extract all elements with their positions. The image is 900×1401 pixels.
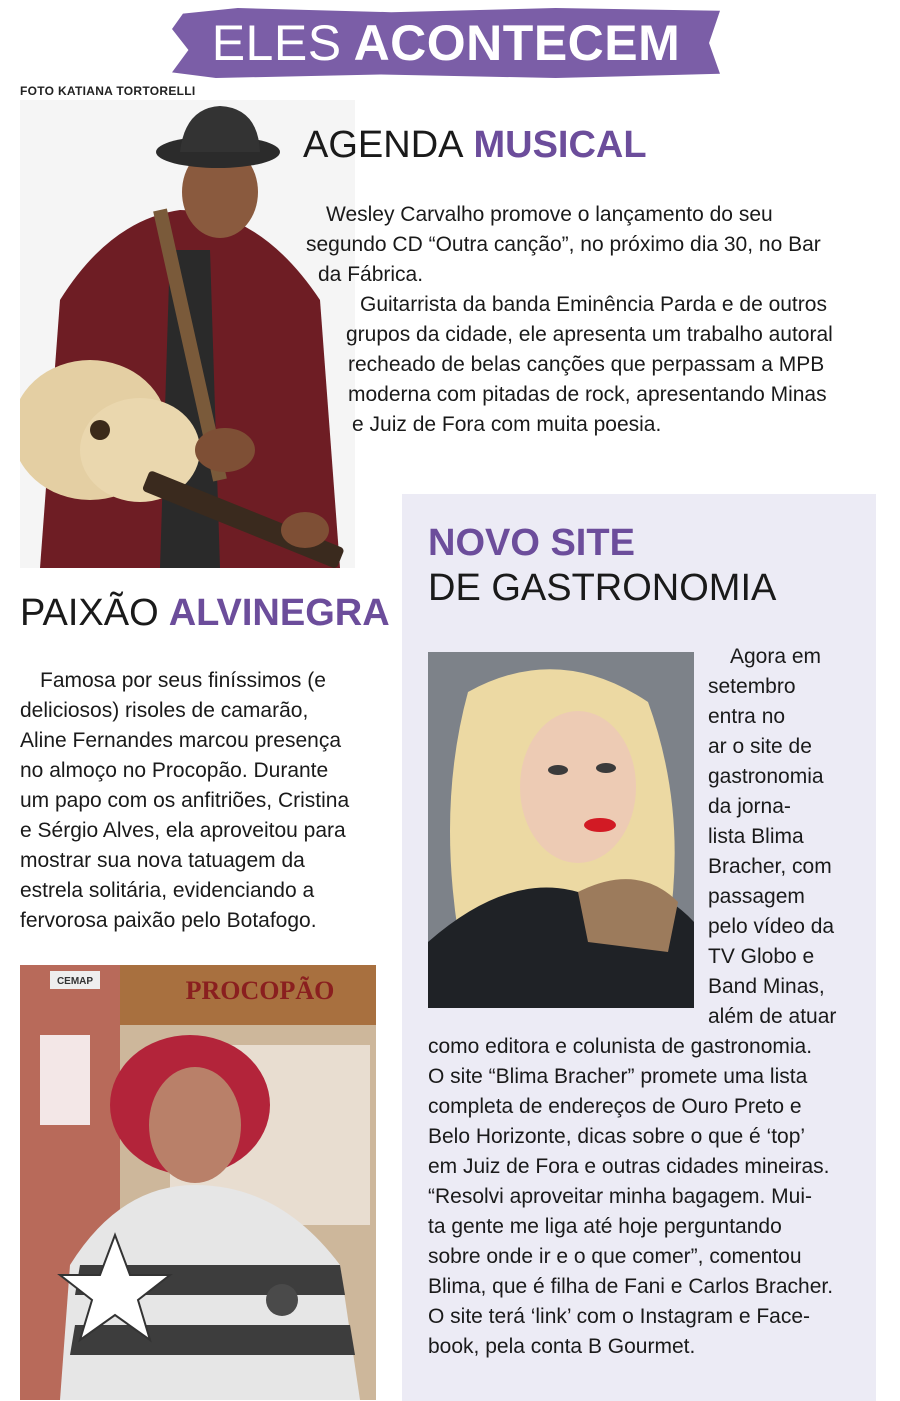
- gastronomia-side-line: da jorna-: [708, 795, 791, 818]
- gastronomia-line: como editora e colunista de gastronomia.: [428, 1035, 813, 1058]
- paixao-line: estrela solitária, evidenciando a: [20, 879, 315, 902]
- page-title-bold: ACONTECEM: [353, 15, 681, 71]
- paixao-heading-light: PAIXÃO: [20, 592, 159, 634]
- gastronomia-side-line: setembro: [708, 675, 796, 698]
- gastronomia-line: sobre onde ir e o que comer”, comentou: [428, 1245, 802, 1268]
- agenda-heading-bold: MUSICAL: [473, 124, 647, 166]
- agenda-line: segundo CD “Outra canção”, no próximo dia 30, no Bar: [306, 233, 821, 256]
- procopao-photo: [20, 965, 376, 1400]
- gastronomia-heading-bottom: [428, 567, 776, 610]
- gastronomia-line: O site “Blima Bracher” promete uma lista: [428, 1065, 808, 1088]
- gastronomia-side-body: [708, 642, 878, 1032]
- gastronomia-side-line: Agora em: [730, 645, 822, 668]
- gastronomia-line: completa de endereços de Ouro Preto e: [428, 1095, 802, 1118]
- agenda-body: [306, 200, 876, 440]
- agenda-line: recheado de belas canções que perpassam a MPB: [348, 353, 825, 376]
- gastronomia-side-line: entra no: [708, 705, 786, 728]
- paixao-heading-bold: ALVINEGRA: [168, 592, 390, 634]
- gastronomia-side-line: passagem: [708, 885, 805, 908]
- gastronomia-line: em Juiz de Fora e outras cidades mineiras.: [428, 1155, 830, 1178]
- gastronomia-full-body: [428, 1032, 868, 1362]
- gastronomia-heading-bold: NOVO SITE: [428, 522, 635, 564]
- agenda-heading-light: AGENDA: [303, 124, 464, 166]
- blogger-photo: [428, 652, 694, 1008]
- gastronomia-line: book, pela conta B Gourmet.: [428, 1335, 696, 1358]
- procopao-illustration: [20, 965, 376, 1400]
- gastronomia-side-line: lista Blima: [708, 825, 804, 848]
- page-title: [172, 8, 720, 78]
- gastronomia-side-line: Band Minas,: [708, 975, 825, 998]
- paixao-line: e Sérgio Alves, ela aproveitou para: [20, 819, 346, 842]
- paixao-line: um papo com os anfitriões, Cristina: [20, 789, 350, 812]
- gastronomia-heading-top: [428, 522, 635, 565]
- gastronomia-side-line: pelo vídeo da: [708, 915, 835, 938]
- paixao-line: mostrar sua nova tatuagem da: [20, 849, 305, 872]
- gastronomia-line: Belo Horizonte, dicas sobre o que é ‘top’: [428, 1125, 806, 1148]
- gastronomia-heading-light: DE GASTRONOMIA: [428, 567, 777, 609]
- agenda-heading: [303, 124, 647, 167]
- paixao-line: fervorosa paixão pelo Botafogo.: [20, 909, 317, 932]
- musician-photo: [20, 100, 355, 568]
- paixao-line: deliciosos) risoles de camarão,: [20, 699, 309, 722]
- procopao-sign-text: PROCOPÃO: [185, 976, 335, 1005]
- agenda-line: da Fábrica.: [318, 263, 424, 286]
- paixao-heading: [20, 592, 390, 635]
- gastronomia-side-line: TV Globo e: [708, 945, 815, 968]
- gastronomia-side-line: ar o site de: [708, 735, 812, 758]
- cemap-sign-text: CEMAP: [56, 976, 94, 987]
- paixao-line: Aline Fernandes marcou presença: [20, 729, 342, 752]
- agenda-line: grupos da cidade, ele apresenta um trabalho autoral: [346, 323, 833, 346]
- agenda-line: Wesley Carvalho promove o lançamento do seu: [326, 203, 773, 226]
- page-title-light: ELES: [211, 15, 342, 71]
- gastronomia-line: Blima, que é filha de Fani e Carlos Bracher.: [428, 1275, 834, 1298]
- blogger-illustration: [428, 652, 694, 1008]
- gastronomia-line: “Resolvi aproveitar minha bagagem. Mui-: [428, 1185, 812, 1208]
- gastronomia-side-line: além de atuar: [708, 1005, 837, 1028]
- gastronomia-line: ta gente me liga até hoje perguntando: [428, 1215, 782, 1238]
- paixao-body: [20, 666, 380, 936]
- agenda-line: Guitarrista da banda Eminência Parda e de outros: [360, 293, 827, 316]
- agenda-line: e Juiz de Fora com muita poesia.: [352, 413, 662, 436]
- photo-credit: FOTO KATIANA TORTORELLI: [20, 84, 196, 98]
- gastronomia-side-line: Bracher, com: [708, 855, 832, 878]
- paixao-line: Famosa por seus finíssimos (e: [40, 669, 326, 692]
- musician-illustration: [20, 100, 355, 568]
- gastronomia-line: O site terá ‘link’ com o Instagram e Face-: [428, 1305, 811, 1328]
- gastronomia-side-line: gastronomia: [708, 765, 824, 788]
- paixao-line: no almoço no Procopão. Durante: [20, 759, 329, 782]
- agenda-line: moderna com pitadas de rock, apresentando Minas: [348, 383, 827, 406]
